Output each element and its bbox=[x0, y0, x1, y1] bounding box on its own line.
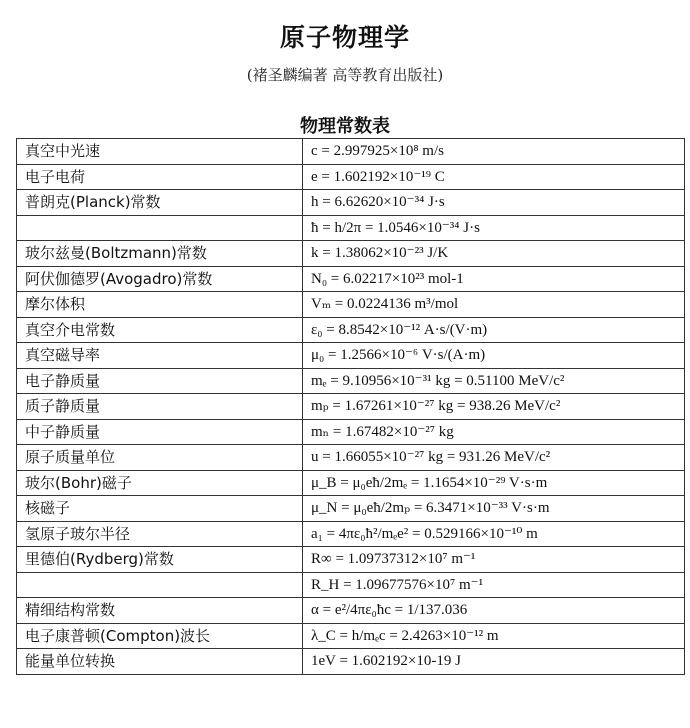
table-row bbox=[17, 241, 685, 267]
constant-value-cell: u = 1.66055×10⁻²⁷ kg = 931.26 MeV/c² bbox=[303, 445, 685, 471]
table-row bbox=[17, 521, 685, 547]
table-row bbox=[17, 368, 685, 394]
constant-name-cell: 中子静质量 bbox=[17, 419, 303, 445]
constant-value-cell: c = 2.997925×10⁸ m/s bbox=[303, 139, 685, 165]
document-title: 原子物理学 bbox=[279, 23, 410, 52]
constant-name-cell: 原子质量单位 bbox=[17, 445, 303, 471]
constant-name-cell: 真空介电常数 bbox=[17, 317, 303, 343]
table-row bbox=[17, 547, 685, 573]
document-subtitle: (褚圣麟编著 高等教育出版社) bbox=[246, 66, 444, 84]
table-row bbox=[17, 419, 685, 445]
table-row bbox=[17, 317, 685, 343]
constant-value-cell: R∞ = 1.09737312×10⁷ m⁻¹ bbox=[303, 547, 685, 573]
constant-name-cell: 真空中光速 bbox=[17, 139, 303, 165]
constant-name-cell: 能量单位转换 bbox=[17, 649, 303, 675]
constant-name-cell: 电子康普顿(Compton)波长 bbox=[17, 623, 303, 649]
constant-name-cell: 玻尔兹曼(Boltzmann)常数 bbox=[17, 241, 303, 267]
constant-value-cell: 1eV = 1.602192×10-19 J bbox=[303, 649, 685, 675]
constant-value-cell: ħ = h/2π = 1.0546×10⁻³⁴ J·s bbox=[303, 215, 685, 241]
constant-name-cell bbox=[17, 572, 303, 598]
constants-table bbox=[16, 138, 685, 675]
constant-value-cell: a₁ = 4πε₀ħ²/mₑe² = 0.529166×10⁻¹⁰ m bbox=[303, 521, 685, 547]
constant-name-cell: 玻尔(Bohr)磁子 bbox=[17, 470, 303, 496]
constant-value-cell: μ₀ = 1.2566×10⁻⁶ V·s/(A·m) bbox=[303, 343, 685, 369]
table-row bbox=[17, 215, 685, 241]
table-row bbox=[17, 623, 685, 649]
constant-value-cell: N₀ = 6.02217×10²³ mol-1 bbox=[303, 266, 685, 292]
constant-value-cell: k = 1.38062×10⁻²³ J/K bbox=[303, 241, 685, 267]
constant-value-cell: α = e²/4πε₀ħc = 1/137.036 bbox=[303, 598, 685, 624]
table-row bbox=[17, 343, 685, 369]
constant-name-cell: 阿伏伽德罗(Avogadro)常数 bbox=[17, 266, 303, 292]
table-row bbox=[17, 266, 685, 292]
table-row bbox=[17, 470, 685, 496]
table-row bbox=[17, 598, 685, 624]
constant-value-cell: R_H = 1.09677576×10⁷ m⁻¹ bbox=[303, 572, 685, 598]
constant-name-cell: 里德伯(Rydberg)常数 bbox=[17, 547, 303, 573]
constant-name-cell: 电子静质量 bbox=[17, 368, 303, 394]
constant-name-cell: 核磁子 bbox=[17, 496, 303, 522]
constant-name-cell: 质子静质量 bbox=[17, 394, 303, 420]
table-row bbox=[17, 190, 685, 216]
table-row bbox=[17, 164, 685, 190]
constant-value-cell: h = 6.62620×10⁻³⁴ J·s bbox=[303, 190, 685, 216]
constant-value-cell: mₚ = 1.67261×10⁻²⁷ kg = 938.26 MeV/c² bbox=[303, 394, 685, 420]
constant-value-cell: μ_N = μ₀eħ/2mₚ = 6.3471×10⁻³³ V·s·m bbox=[303, 496, 685, 522]
constant-name-cell: 精细结构常数 bbox=[17, 598, 303, 624]
constant-name-cell: 摩尔体积 bbox=[17, 292, 303, 318]
constant-value-cell: μ_B = μ₀eħ/2mₑ = 1.1654×10⁻²⁹ V·s·m bbox=[303, 470, 685, 496]
table-row bbox=[17, 572, 685, 598]
constant-value-cell: mₑ = 9.10956×10⁻³¹ kg = 0.51100 MeV/c² bbox=[303, 368, 685, 394]
constant-name-cell: 普朗克(Planck)常数 bbox=[17, 190, 303, 216]
table-row bbox=[17, 394, 685, 420]
constant-name-cell bbox=[17, 215, 303, 241]
table-row bbox=[17, 649, 685, 675]
table-row bbox=[17, 139, 685, 165]
constants-table-body bbox=[17, 139, 685, 675]
table-row bbox=[17, 445, 685, 471]
constant-name-cell: 氢原子玻尔半径 bbox=[17, 521, 303, 547]
table-row bbox=[17, 496, 685, 522]
constant-value-cell: e = 1.602192×10⁻¹⁹ C bbox=[303, 164, 685, 190]
constant-value-cell: Vₘ = 0.0224136 m³/mol bbox=[303, 292, 685, 318]
constant-value-cell: λ_C = h/mₑc = 2.4263×10⁻¹² m bbox=[303, 623, 685, 649]
table-row bbox=[17, 292, 685, 318]
table-title: 物理常数表 bbox=[300, 116, 390, 137]
constant-value-cell: mₙ = 1.67482×10⁻²⁷ kg bbox=[303, 419, 685, 445]
constant-name-cell: 电子电荷 bbox=[17, 164, 303, 190]
constant-value-cell: ε₀ = 8.8542×10⁻¹² A·s/(V·m) bbox=[303, 317, 685, 343]
constant-name-cell: 真空磁导率 bbox=[17, 343, 303, 369]
